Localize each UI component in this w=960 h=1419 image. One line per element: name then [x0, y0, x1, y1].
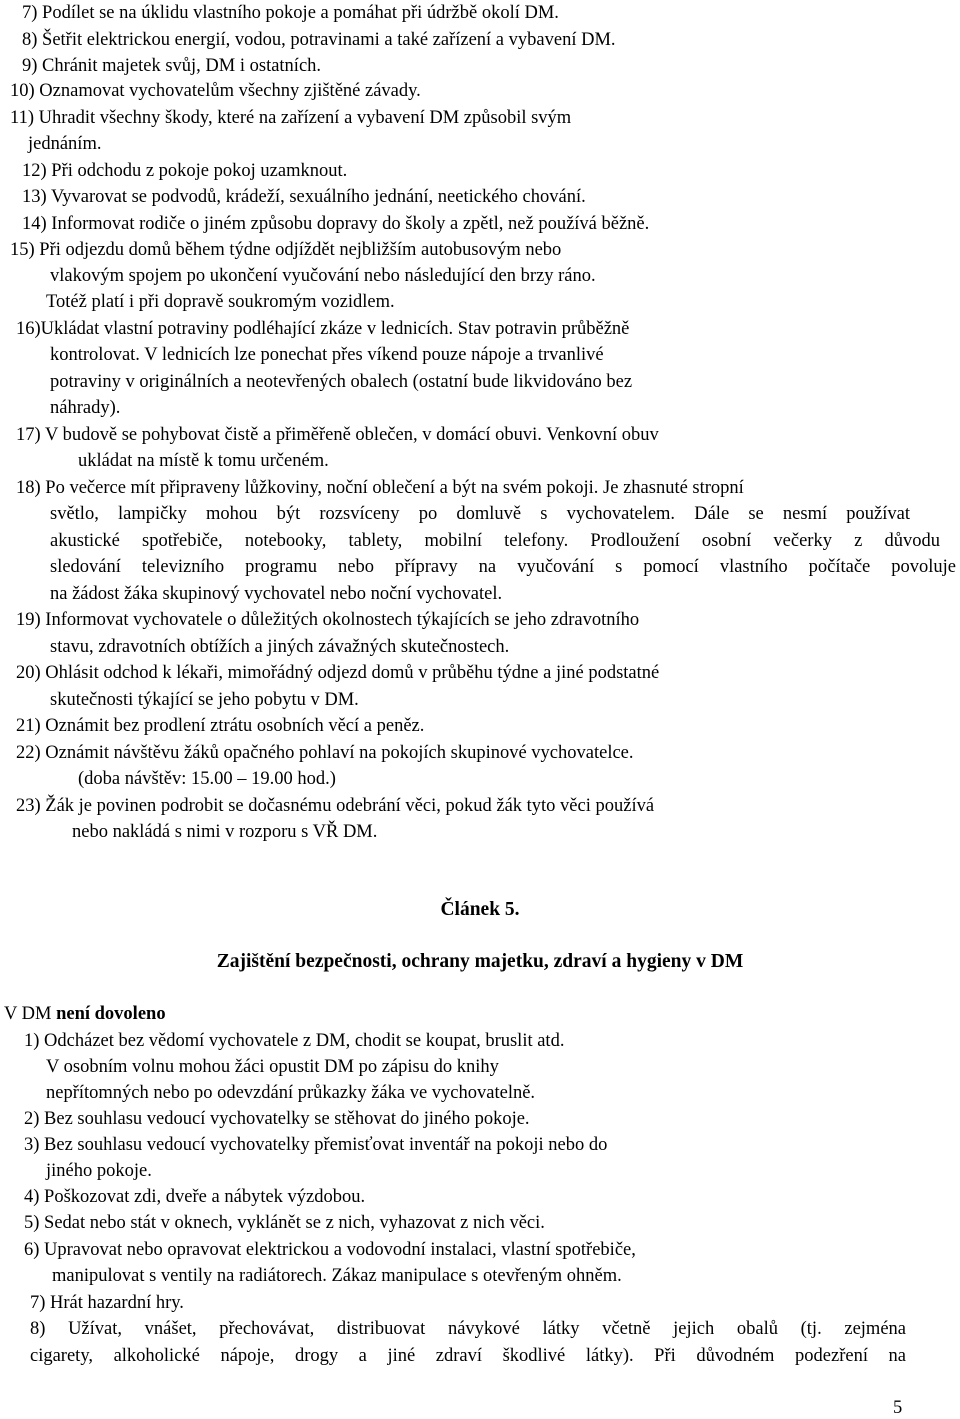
list-line: vlakovým spojem po ukončení vyučování nebo následující den brzy ráno. [50, 266, 596, 286]
list-line: 1) Odcházet bez vědomí vychovatele z DM, chodit se koupat, bruslit atd. [24, 1031, 565, 1051]
list-line: kontrolovat. V lednicích lze ponechat přes víkend pouze nápoje a trvanlivé [50, 345, 604, 365]
list-line: 16)Ukládat vlastní potraviny podléhající zkáze v lednicích. Stav potravin průběžně [16, 319, 630, 339]
list-line: Totéž platí i při dopravě soukromým vozidlem. [46, 292, 395, 312]
list-line: 6) Upravovat nebo opravovat elektrickou a vodovodní instalaci, vlastní spotřebiče, [24, 1240, 636, 1260]
list-line: 7) Hrát hazardní hry. [30, 1293, 184, 1313]
list-line: 3) Bez souhlasu vedoucí vychovatelky přemisťovat inventář na pokoji nebo do [24, 1135, 608, 1155]
list-line: 5) Sedat nebo stát v oknech, vyklánět se z nich, vyhazovat z nich věci. [24, 1213, 545, 1233]
list-line: 10) Oznamovat vychovatelům všechny zjištěné závady. [10, 81, 421, 101]
list-line: světlo, lampičky mohou být rozsvíceny po domluvě s vychovatelem. Dále se nesmí používat [50, 504, 910, 524]
list-line: 9) Chránit majetek svůj, DM i ostatních. [22, 56, 322, 76]
list-line: stavu, zdravotních obtížích a jiných závažných skutečnostech. [50, 637, 510, 657]
list-line: cigarety, alkoholické nápoje, drogy a jiné zdraví škodlivé látky). Při důvodném podezření na [30, 1346, 906, 1366]
article-title: Článek 5. [440, 899, 520, 920]
section-intro [4, 1003, 166, 1025]
list-line: manipulovat s ventily na radiátorech. Zákaz manipulace s otevřeným ohněm. [52, 1266, 622, 1286]
page-number: 5 [893, 1398, 903, 1418]
list-line: 19) Informovat vychovatele o důležitých okolnostech týkajících se jeho zdravotního [16, 610, 640, 630]
list-line: skutečnosti týkající se jeho pobytu v DM. [50, 690, 359, 710]
list-line: nebo nakládá s nimi v rozporu s VŘ DM. [72, 822, 378, 842]
list-line: nepřítomných nebo po odevzdání průkazky žáka ve vychovatelně. [46, 1083, 536, 1103]
article-subtitle: Zajištění bezpečnosti, ochrany majetku, zdraví a hygieny v DM [216, 951, 744, 972]
intro-text: V DM [4, 1004, 57, 1024]
list-line: potraviny v originálních a neotevřených obalech (ostatní bude likvidováno bez [50, 372, 633, 392]
list-line: (doba návštěv: 15.00 – 19.00 hod.) [78, 769, 336, 789]
list-line: 7) Podílet se na úklidu vlastního pokoje a pomáhat při údržbě okolí DM. [22, 3, 559, 23]
list-line: 8) Užívat, vnášet, přechovávat, distribuovat návykové látky včetně jejich obalů (tj. zejména [30, 1319, 906, 1339]
list-line: na žádost žáka skupinový vychovatel nebo noční vychovatel. [50, 584, 503, 604]
list-line: 4) Poškozovat zdi, dveře a nábytek výzdobou. [24, 1187, 366, 1207]
list-line: ukládat na místě k tomu určeném. [78, 451, 329, 471]
list-line: 2) Bez souhlasu vedoucí vychovatelky se stěhovat do jiného pokoje. [24, 1109, 530, 1129]
list-line: 17) V budově se pohybovat čistě a přiměřeně oblečen, v domácí obuvi. Venkovní obuv [16, 425, 659, 445]
list-line: 20) Ohlásit odchod k lékaři, mimořádný odjezd domů v průběhu týdne a jiné podstatné [16, 663, 660, 683]
list-line: 11) Uhradit všechny škody, které na zařízení a vybavení DM způsobil svým [10, 108, 572, 128]
list-line: jiného pokoje. [46, 1161, 152, 1181]
list-line: 12) Při odchodu z pokoje pokoj uzamknout. [22, 161, 348, 181]
intro-bold-text: není dovoleno [56, 1004, 166, 1024]
list-line: 22) Oznámit návštěvu žáků opačného pohlaví na pokojích skupinové vychovatelce. [16, 743, 634, 763]
list-line: 15) Při odjezdu domů během týdne odjíždět nejbližším autobusovým nebo [10, 240, 562, 260]
list-line: náhrady). [50, 398, 121, 418]
list-line: sledování televizního programu nebo přípravy na vyučování s pomocí vlastního počítače povoluje [50, 557, 956, 577]
list-line: akustické spotřebiče, notebooky, tablety, mobilní telefony. Prodloužení osobní večerky z důvodu [50, 531, 940, 551]
list-line: 14) Informovat rodiče o jiném způsobu dopravy do školy a zpětl, než používá běžně. [22, 214, 650, 234]
list-line: 13) Vyvarovat se podvodů, krádeží, sexuálního jednání, neetického chování. [22, 187, 586, 207]
list-line: 21) Oznámit bez prodlení ztrátu osobních věcí a peněz. [16, 716, 425, 736]
list-line: 18) Po večerce mít připraveny lůžkoviny, noční oblečení a být na svém pokoji. Je zhasnuté stropní [16, 478, 744, 498]
list-line: 23) Žák je povinen podrobit se dočasnému odebrání věci, pokud žák tyto věci používá [16, 796, 655, 816]
list-line: jednáním. [28, 134, 102, 154]
list-line: V osobním volnu mohou žáci opustit DM po zápisu do knihy [46, 1057, 499, 1077]
list-line: 8) Šetřit elektrickou energií, vodou, potravinami a také zařízení a vybavení DM. [22, 30, 616, 50]
